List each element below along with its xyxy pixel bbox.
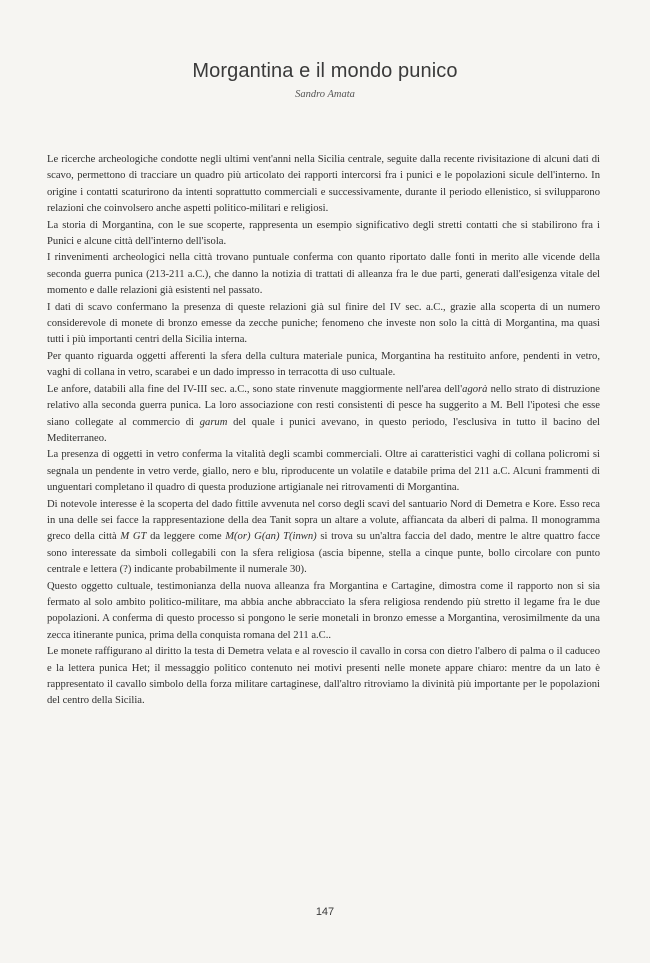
text-run: Per quanto riguarda oggetti afferenti la sfera della cultura materiale punica, Morgantina ha restituito anfore, pendenti in vetro, vaghi di collana in vetro, scarabei e un dado impresso in terracotta di uso cultuale. bbox=[47, 350, 600, 379]
text-run: del quale i punici avevano, in questo periodo, l'esclusiva in tutto il bacino del Mediterraneo. bbox=[47, 416, 600, 444]
page-number: 147 bbox=[315, 906, 335, 918]
article-title: Morgantina e il mondo punico bbox=[192, 60, 458, 82]
text-run: I dati di scavo confermano la presenza di queste relazioni già sul finire del IV sec. a.C., grazie alla scoperta di un numero considerevole di monete di bronzo emesse da zecche puniche; fenomeno che investe non solo la città di Morgantina, ma quasi tutti i più importanti centri della Sicilia interna. bbox=[47, 301, 600, 346]
text-run: La presenza di oggetti in vetro conferma la vitalità degli scambi commerciali. Oltre ai caratteristici vaghi di collana policromi si segnala un pendente in vetro verde, giallo, nero e blu, riproducente un volatile e databile prima del 211 a.C. Alcuni frammenti di unguentari completano il quadro di questa produzione artigianale nei ritrovamenti di Morgantina. bbox=[47, 449, 600, 494]
paragraph bbox=[47, 152, 600, 218]
text-run: Di notevole interesse è la scoperta del dado fittile avvenuta nel corso degli scavi del santuario Nord di Demetra e Kore. Esso reca in una delle sei facce la rappresentazione della dea Tanit sopra un altare a volute, affiancata da alberi di palma. Il monogramma greco della città bbox=[47, 498, 600, 543]
paragraph bbox=[47, 250, 600, 299]
text-run: Le ricerche archeologiche condotte negli ultimi vent'anni nella Sicilia centrale, seguite dalla recente rivisitazione di alcuni dati di scavo, permettono di tracciare un quadro più articolato dei rapporti intercorsi fra i punici e le popolazioni sicule dell'interno. In origine i contatti scaturirono da intenti soprattutto commerciali e successivamente, durante il periodo ellenistico, si svilupparono relazioni che coinvolsero anche aspetti politico-militari e religiosi. bbox=[47, 154, 600, 215]
text-run: nello strato di distruzione relativo alla seconda guerra punica. La loro associazione con resti consistenti di pesce ha suggerito a M. Bell l'ipotesi che esse siano collegate al commercio di bbox=[47, 383, 600, 428]
paragraph bbox=[47, 579, 600, 645]
paragraph bbox=[47, 497, 600, 579]
paragraph bbox=[47, 300, 600, 349]
text-run: Le monete raffigurano al diritto la testa di Demetra velata e al rovescio il cavallo in corsa con dietro l'albero di palma o il caduceo e la lettera punica Het; il messaggio politico contenuto nei motivi presenti nelle monete appare chiaro: mentre da un lato è rappresentato il cavallo simbolo della forza militare cartaginese, dall'altro ritroviamo la divinità più importante per le popolazioni del centro della Sicilia. bbox=[47, 646, 600, 707]
paragraph bbox=[47, 447, 600, 496]
article-body bbox=[47, 152, 600, 710]
italic-text: M GT bbox=[120, 531, 147, 543]
paragraph bbox=[47, 218, 600, 251]
text-run: si trova su un'altra faccia del dado, mentre le altre quattro facce sono interessate da simboli collegabili con la sfera religiosa (ascia bipenne, stella a cinque punte, bollo circolare con punto centrale e lettera (?) indicante probabilmente il numerale 30). bbox=[47, 531, 600, 576]
italic-text: M(or) G(an) T(inwn) bbox=[225, 531, 317, 543]
text-run: Le anfore, databili alla fine del IV-III sec. a.C., sono state rinvenute maggiormente nell'area dell' bbox=[47, 383, 463, 395]
text-run: La storia di Morgantina, con le sue scoperte, rappresenta un esempio significativo degli stretti contatti che si stabilirono fra i Punici e alcune città dell'interno dell'isola. bbox=[47, 219, 600, 248]
text-run: Questo oggetto cultuale, testimonianza della nuova alleanza fra Morgantina e Cartagine, dimostra come il rapporto non si sia fermato al solo ambito politico-militare, ma abbia anche abbracciato la sfera religiosa rendendo più stretto il legame fra le due popolazioni. A conferma di questo processo si pongono le serie monetali in bronzo emesse a Morgantina, verosimilmente da una zecca itinerante punica, prima della conquista romana del 211 a.C.. bbox=[47, 580, 600, 641]
paragraph bbox=[47, 644, 600, 710]
article-author: Sandro Amata bbox=[295, 89, 355, 100]
text-run: I rinvenimenti archeologici nella città trovano puntuale conferma con quanto riportato dalle fonti in merito alle vicende della seconda guerra punica (213-211 a.C.), che danno la notizia di trattati di alleanza fra le due parti, generati dall'esigenza vitale del momento e dalle relazioni già esistenti nel passato. bbox=[47, 252, 600, 297]
italic-text: garum bbox=[199, 416, 228, 428]
paragraph bbox=[47, 382, 600, 448]
text-run: da leggere come bbox=[146, 531, 226, 543]
italic-text: agorà bbox=[462, 383, 488, 395]
paragraph bbox=[47, 349, 600, 382]
